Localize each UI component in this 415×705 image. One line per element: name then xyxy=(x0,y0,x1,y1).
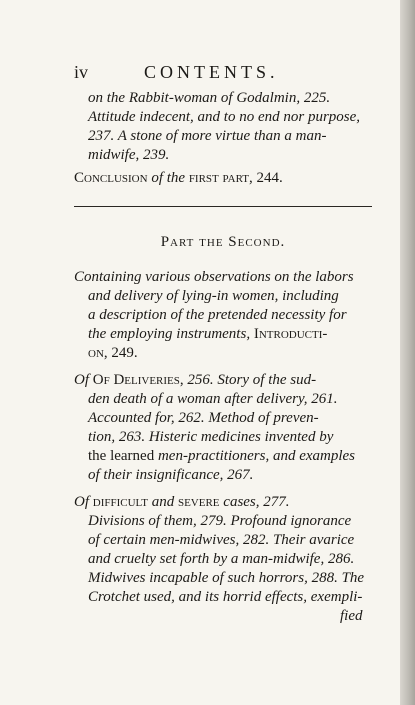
learned-text: the learned xyxy=(88,448,155,464)
entry-line: Attitude indecent, and to no end nor purpose, xyxy=(88,109,361,125)
cases-text: cases, 277. xyxy=(223,494,290,510)
conclusion-first-part: first part, xyxy=(188,170,253,186)
entry-line: a description of the pretended necessity for xyxy=(88,307,347,323)
severe-label: severe xyxy=(177,494,220,510)
deliveries-label: Of Deliveries, xyxy=(92,372,184,388)
of-word: Of xyxy=(74,494,89,510)
entry-line: Crotchet used, and its horrid effects, exempli- xyxy=(88,589,363,605)
entry-line: midwife, 239. xyxy=(88,147,170,163)
page-edge-shadow xyxy=(400,0,415,705)
practitioners-text: men-practitioners, and examples xyxy=(157,448,356,464)
entry-line: den death of a woman after delivery, 261. xyxy=(88,391,338,407)
entry-line: Midwives incapable of such horrors, 288. The xyxy=(88,570,365,586)
catchword: fied xyxy=(340,608,363,624)
intro-label: Introducti- xyxy=(253,326,328,342)
conclusion-entry xyxy=(74,169,283,188)
conclusion-page: 244. xyxy=(256,170,283,186)
entry-line: of their insignificance, 267. xyxy=(88,467,254,483)
conclusion-of-the: of the xyxy=(151,170,186,186)
conclusion-label: Conclusion xyxy=(74,170,148,186)
deliveries-text: 256. Story of the sud- xyxy=(187,372,317,388)
entry-line xyxy=(88,325,327,344)
page-number: iv xyxy=(74,62,89,82)
entry-line: 237. A stone of more virtue than a man- xyxy=(88,128,327,144)
entry-line: and delivery of lying-in women, including xyxy=(88,288,339,304)
entry-line: Divisions of them, 279. Profound ignorance xyxy=(88,513,352,529)
difficult-label: difficult xyxy=(92,494,148,510)
entry-line: Containing various observations on the labors xyxy=(74,269,354,285)
entry-line xyxy=(74,371,316,390)
entry-line: of certain men-midwives, 282. Their avarice xyxy=(88,532,355,548)
entry-line xyxy=(88,447,355,466)
entry-line: on, 249. xyxy=(88,345,138,361)
of-word: Of xyxy=(74,372,89,388)
running-title: CONTENTS. xyxy=(144,62,279,82)
intro-text: the employing instruments, xyxy=(88,326,251,342)
entry-line: Accounted for, 262. Method of preven- xyxy=(88,410,319,426)
part-heading: Part the Second. xyxy=(160,234,286,250)
entry-line: on the Rabbit-woman of Godalmin, 225. xyxy=(88,90,331,106)
and-word: and xyxy=(151,494,175,510)
entry-line: and cruelty set forth by a man-midwife, 286. xyxy=(88,551,355,567)
entry-line xyxy=(74,493,290,512)
entry-line: tion, 263. Histeric medicines invented by xyxy=(88,429,334,445)
section-divider xyxy=(74,206,372,207)
